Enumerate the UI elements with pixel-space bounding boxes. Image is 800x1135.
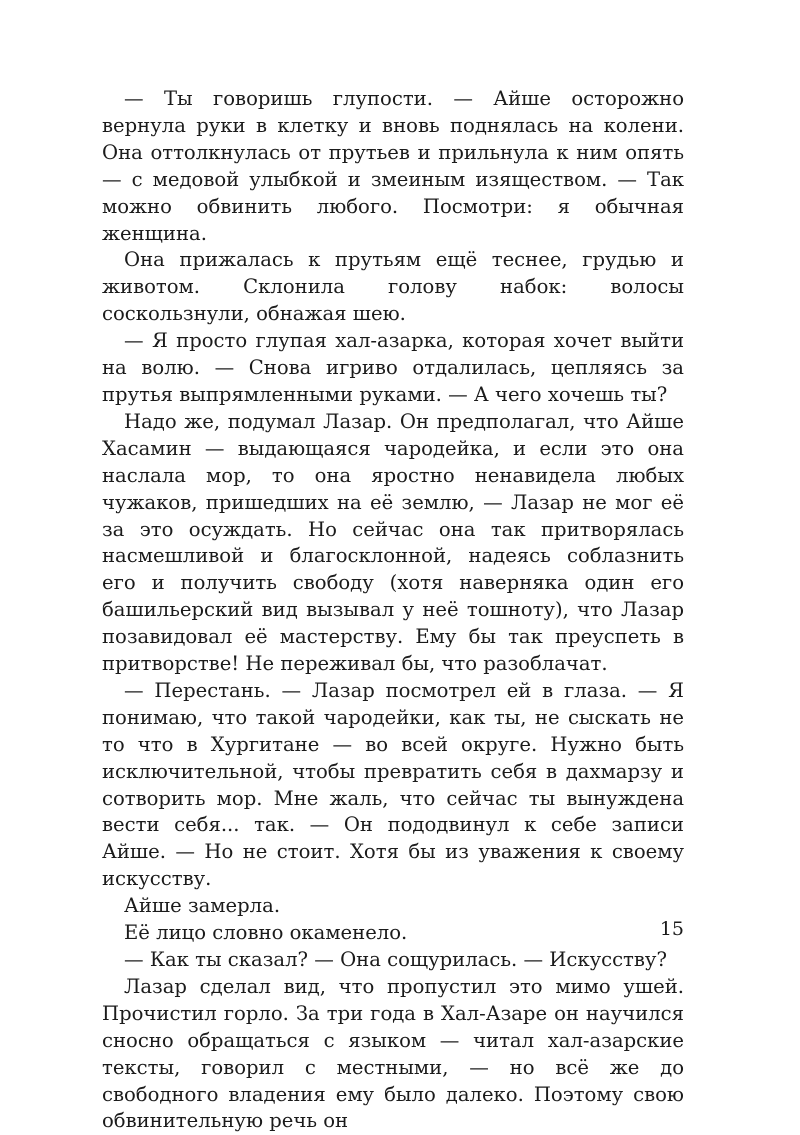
paragraph-3: — Я просто глупая хал-азарка, которая хочет выйти на волю. — Снова игриво отдалилась, цепляясь за прутья выпрямленными руками. — А чего хочешь ты? <box>102 329 684 406</box>
paragraph-2: Она прижалась к прутьям ещё теснее, грудью и животом. Склонила голову набок: волосы соскользнули, обнажая шею. <box>102 248 684 326</box>
paragraph-6: Айше замерла. <box>124 894 281 918</box>
paragraph-9: Лазар сделал вид, что пропустил это мимо ушей. Прочистил горло. За три года в Хал-Азаре он научился сносно обращаться с языком — читал хал-азарские тексты, говорил с местными, — но всё же до свободного владения ему было далеко. Поэтому свою обвинительную речь он <box>102 974 684 1133</box>
paragraph-7: Её лицо словно окаменело. <box>124 921 408 945</box>
paragraph-8: — Как ты сказал? — Она сощурилась. — Искусству? <box>124 948 667 971</box>
paragraph-1: — Ты говоришь глупости. — Айше осторожно вернула руки в клетку и вновь поднялась на колени. Она оттолкнулась от прутьев и прильнула к ним опять — с медовой улыбкой и змеиным изяществом. — Так можно обвинить любого. Посмотри: я обычная женщина. <box>102 87 684 245</box>
page-text <box>102 86 684 1135</box>
paragraph-5: — Перестань. — Лазар посмотрел ей в глаза. — Я понимаю, что такой чародейки, как ты, не сыскать не то что в Хургитане — во всей округе. Нужно быть исключительной, чтобы превратить себя в дахмарзу и сотворить мор. Мне жаль, что сейчас ты вынуждена вести себя... так. — Он пододвинул к себе записи Айше. — Но не стоит. Хотя бы из уважения к своему искусству. <box>102 678 684 891</box>
page-number: 15 <box>659 918 684 940</box>
paragraph-4: Надо же, подумал Лазар. Он предполагал, что Айше Хасамин — выдающаяся чародейка, и если это она наслала мор, то она яростно ненавидела любых чужаков, пришедших на её землю, — Лазар не мог её за это осуждать. Но сейчас она так притворялась насмешливой и благосклонной, надеясь соблазнить его и получить свободу (хотя наверняка один его башильерский вид вызывал у неё тошноту), что Лазар позавидовал её мастерству. Ему бы так преуспеть в притворстве! Не переживал бы, что разоблачат. <box>102 409 684 676</box>
